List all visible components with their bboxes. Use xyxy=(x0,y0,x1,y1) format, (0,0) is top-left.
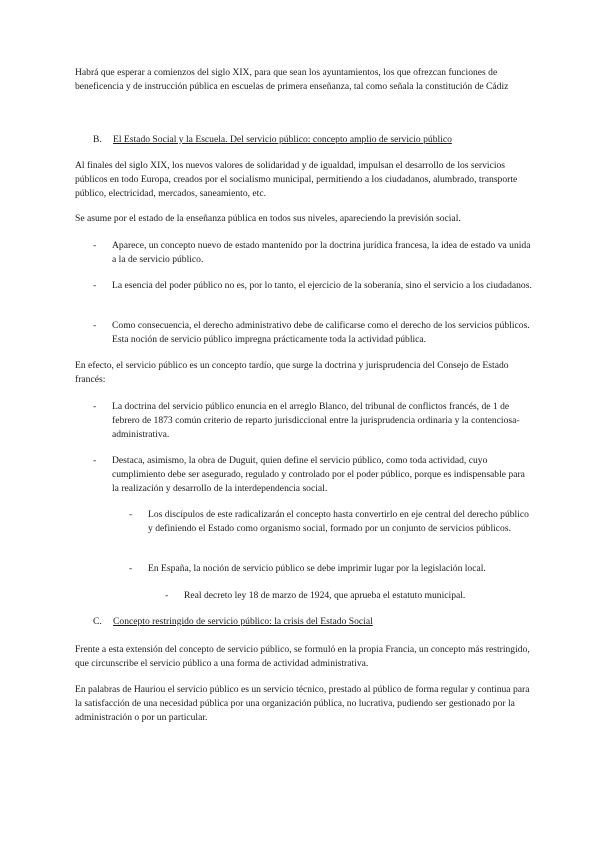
list-item xyxy=(93,239,532,267)
bullet-marker: - xyxy=(93,455,97,466)
section-c-letter: C. xyxy=(93,616,102,627)
list-item-text: La doctrina del servicio público enuncia en el arreglo Blanco, del tribunal de conflictos francés, de 1 de febrero de 1873 común criterio de reparto jurisdiccional entre la jurisprudencia ordinaria y la contenciosa- administrativa. xyxy=(112,401,520,440)
bullet-marker: - xyxy=(93,320,97,331)
list-item-text: Destaca, asimismo, la obra de Duguit, quien define el servicio público, como toda actividad, cuyo cumplimiento debe ser asegurado, regulado y controlado por el poder público, porque es indispensable para la realización y desarrollo de la interdependencia social. xyxy=(112,455,525,494)
list-item xyxy=(93,400,534,442)
section-c-heading xyxy=(93,615,373,629)
list-item xyxy=(93,319,532,347)
section-c-title: Concepto restringido de servicio público: la crisis del Estado Social xyxy=(113,616,373,627)
bullet-marker: - xyxy=(165,590,169,601)
sub-sub-list-item-text: Real decreto ley 18 de marzo de 1924, que aprueba el estatuto municipal. xyxy=(184,590,466,601)
bullet-marker: - xyxy=(93,401,97,412)
bullet-marker: - xyxy=(129,563,133,574)
bullet-marker: - xyxy=(129,509,133,520)
section-b-paragraph-3: En efecto, el servicio público es un concepto tardío, que surge la doctrina y jurisprudencia del Consejo de Estado francés: xyxy=(75,360,509,385)
section-b-paragraph-1: Al finales del siglo XIX, los nuevos valores de solidaridad y de igualdad, impulsan el desarrollo de los servicios públicos en todo Europa, creados por el socialismo municipal, permitiendo a los ciudadanos, alumbrado, transporte público, electricidad, mercados, saneamiento, etc. xyxy=(75,160,518,199)
sub-list-item-text: Los discípulos de este radicalizarán el concepto hasta convertirlo en eje central del derecho público y definiendo el Estado como organismo social, formado por un conjunto de servicios públicos. xyxy=(148,509,529,534)
section-c-paragraph-1: Frente a esta extensión del concepto de servicio público, se formuló en la propia Francia, un concepto más restringido, que circunscribe el servicio público a una forma de actividad administrativa. xyxy=(75,644,530,669)
section-b-paragraph-2: Se asume por el estado de la enseñanza pública en todos sus niveles, apareciendo la previsión social. xyxy=(75,213,461,224)
list-item-text: Aparece, un concepto nuevo de estado mantenido por la doctrina jurídica francesa, la idea de estado va unida a la de servicio público. xyxy=(112,240,531,265)
sub-list-item xyxy=(129,508,533,536)
sub-sub-list-item xyxy=(165,589,533,603)
sub-list-item xyxy=(129,562,533,576)
list-item xyxy=(93,279,532,293)
section-b-title: El Estado Social y la Escuela. Del servicio público: concepto amplio de servicio público xyxy=(113,134,452,145)
list-item-text: La esencia del poder público no es, por lo tanto, el ejercicio de la soberanía, sino el servicio a los ciudadanos. xyxy=(112,280,532,291)
section-b-letter: B. xyxy=(93,134,102,145)
bullet-marker: - xyxy=(93,240,97,251)
bullet-marker: - xyxy=(93,280,97,291)
list-item-text: Como consecuencia, el derecho administrativo debe de calificarse como el derecho de los servicios públicos. Esta noción de servicio público impregna prácticamente toda la actividad pública. xyxy=(112,320,530,345)
section-b-heading xyxy=(93,133,452,147)
section-c-paragraph-2: En palabras de Hauriou el servicio público es un servicio técnico, prestado al público de forma regular y continua para la satisfacción de una necesidad pública por una organización pública, no lucrativa, pudiendo ser gestionado por la administración o por un particular. xyxy=(75,684,530,723)
sub-list-item-text: En España, la noción de servicio público se debe imprimir lugar por la legislación local. xyxy=(148,563,486,574)
intro-paragraph: Habrá que esperar a comienzos del siglo XIX, para que sean los ayuntamientos, los que ofrezcan funciones de beneficencia y de instrucción pública en escuelas de primera enseñanza, tal como señala la constitución de Cádiz xyxy=(75,67,509,92)
list-item xyxy=(93,454,534,496)
